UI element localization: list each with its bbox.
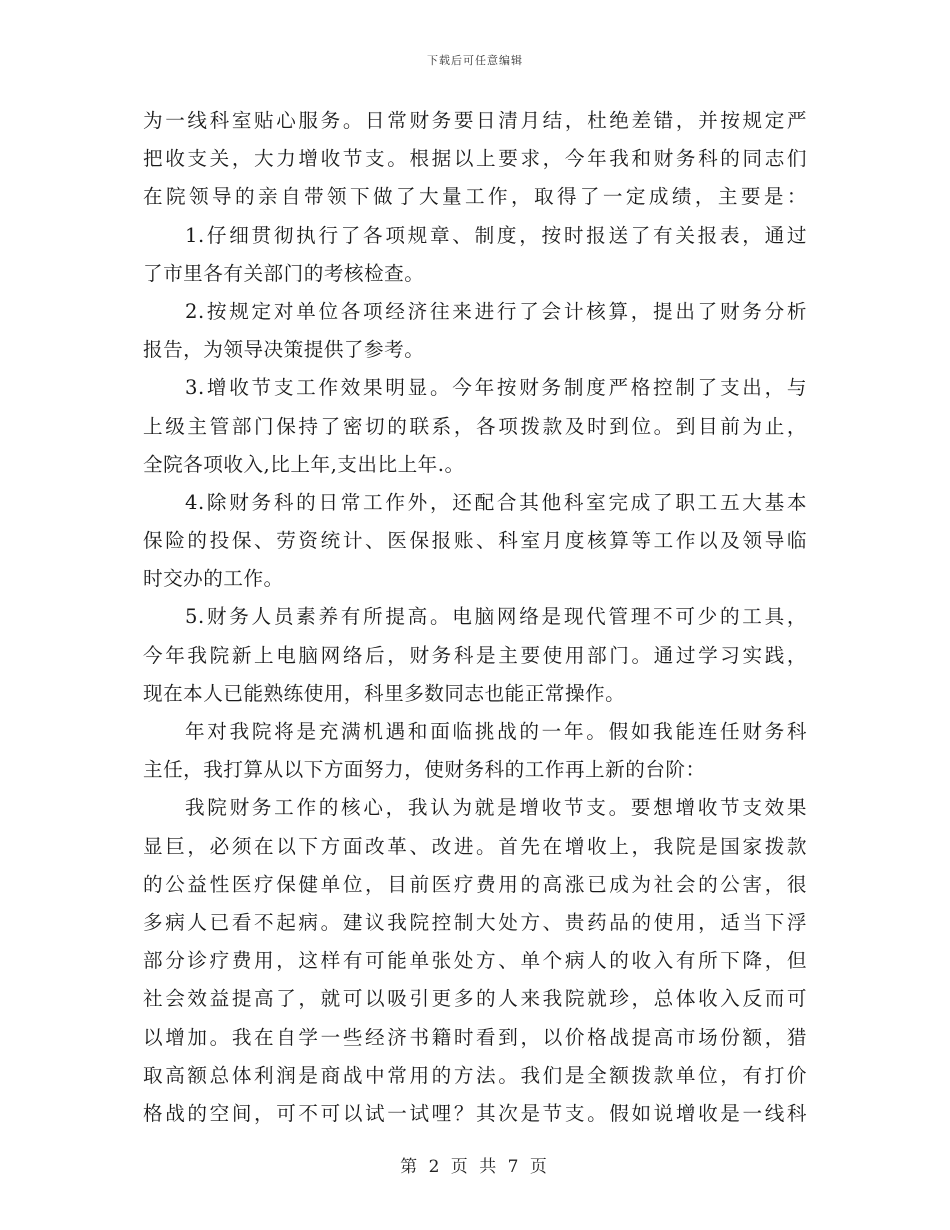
text-line: 的公益性医疗保健单位，目前医疗费用的高涨已成为社会的公害，很 — [143, 872, 807, 896]
text-line: 把收支关，大力增收节支。根据以上要求，今年我和财务科的同志们 — [143, 147, 807, 171]
text-line: 了市里各有关部门的考核检查。 — [143, 261, 425, 285]
text-line: 在院领导的亲自带领下做了大量工作，取得了一定成绩，主要是： — [143, 185, 807, 209]
text-line: 取高额总体利润是商战中常用的方法。我们是全额拨款单位，有打价 — [143, 1063, 807, 1087]
text-line: 为一线科室贴心服务。日常财务要日清月结，杜绝差错，并按规定严 — [143, 109, 807, 132]
text-line: 时交办的工作。 — [143, 567, 284, 591]
text-line: 1.仔细贯彻执行了各项规章、制度，按时报送了有关报表，通过 — [185, 223, 807, 247]
text-line: 年对我院将是充满机遇和面临挑战的一年。假如我能连任财务科 — [185, 720, 807, 743]
text-line: 2.按规定对单位各项经济往来进行了会计核算，提出了财务分析 — [185, 299, 807, 323]
page-header: 下载后可任意编辑 — [427, 54, 523, 67]
text-line: 现在本人已能熟练使用，科里多数同志也能正常操作。 — [143, 681, 626, 705]
text-line: 社会效益提高了，就可以吸引更多的人来我院就珍，总体收入反而可 — [143, 987, 807, 1011]
text-line: 格战的空间，可不可以试一试哩？其次是节支。假如说增收是一线科 — [143, 1101, 807, 1125]
text-line: 部分诊疗费用，这样有可能单张处方、单个病人的收入有所下降，但 — [143, 949, 807, 973]
text-line: 我院财务工作的核心，我认为就是增收节支。要想增收节支效果 — [185, 796, 807, 820]
text-line: 今年我院新上电脑网络后，财务科是主要使用部门。通过学习实践， — [143, 643, 807, 667]
text-line: 以增加。我在自学一些经济书籍时看到，以价格战提高市场份额，猎 — [143, 1025, 807, 1049]
document-body — [143, 102, 807, 1133]
text-line: 多病人已看不起病。建议我院控制大处方、贵药品的使用，适当下浮 — [143, 910, 807, 934]
text-line: 保险的投保、劳资统计、医保报账、科室月度核算等工作以及领导临 — [143, 529, 807, 553]
text-line: 5.财务人员素养有所提高。电脑网络是现代管理不可少的工具， — [185, 605, 807, 629]
text-line: 3.增收节支工作效果明显。今年按财务制度严格控制了支出，与 — [185, 376, 807, 400]
text-line: 全院各项收入,比上年,支出比上年.。 — [143, 452, 465, 476]
text-line: 上级主管部门保持了密切的联系，各项拨款及时到位。到目前为止， — [143, 414, 807, 438]
text-line: 报告，为领导决策提供了参考。 — [143, 338, 425, 362]
text-line: 显巨，必须在以下方面改革、改进。首先在增收上，我院是国家拨款 — [143, 834, 807, 858]
text-line: 4.除财务科的日常工作外，还配合其他科室完成了职工五大基本 — [185, 490, 807, 514]
page-number-footer: 第 2 页 共 7 页 — [400, 1157, 550, 1177]
text-line: 主任，我打算从以下方面努力，使财务科的工作再上新的台阶： — [143, 758, 706, 782]
